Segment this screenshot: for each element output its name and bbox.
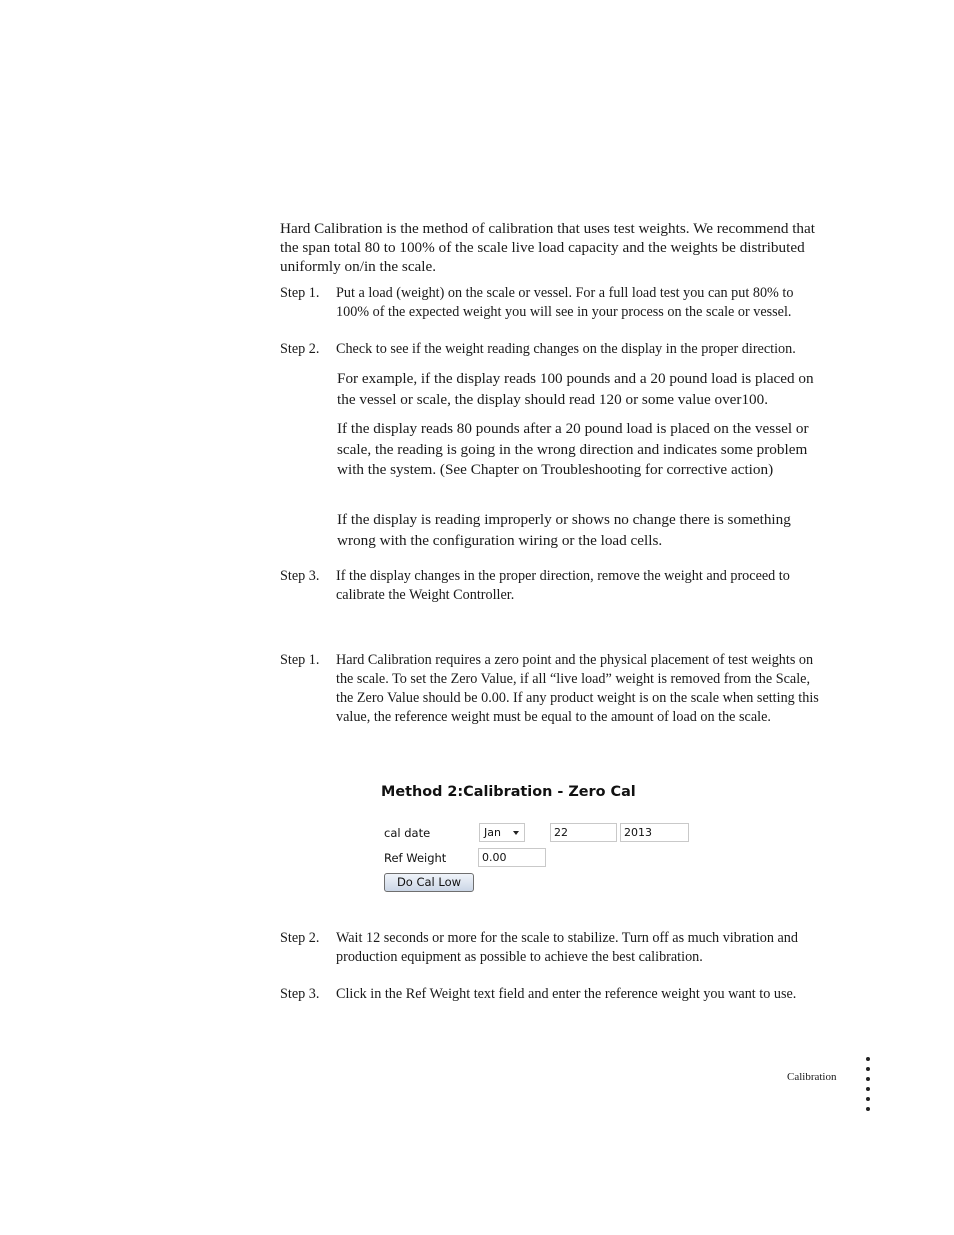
month-value: Jan	[484, 826, 501, 839]
section2-step-1	[280, 651, 825, 727]
do-cal-low-button[interactable]: Do Cal Low	[384, 873, 474, 892]
step-label: Step 3.	[280, 568, 320, 584]
step-text: Put a load (weight) on the scale or vessel. For a full load test you can put 80% to 100% of the expected weight you will see in your process on the scale or vessel.	[336, 285, 794, 320]
month-select[interactable]	[479, 823, 525, 842]
step-text: Hard Calibration requires a zero point and the physical placement of test weights on the scale. To set the Zero Value, if all “live load” weight is removed from the Scale, the Zero Value should be 0.00. If any product weight is on the scale when setting this value, the reference weight must be equal to the amount of load on the scale.	[336, 652, 819, 725]
note-example: For example, if the display reads 100 pounds and a 20 pound load is placed on the vessel or scale, the display should read 120 or some value over100.	[337, 370, 814, 408]
intro-paragraph: Hard Calibration is the method of calibration that uses test weights. We recommend that the span total 80 to 100% of the scale live load capacity and the weights be distributed uniformly on/in the scale.	[280, 220, 815, 276]
cal-date-label: cal date	[384, 826, 431, 840]
section1-step-3	[280, 567, 825, 605]
step-text: Wait 12 seconds or more for the scale to stabilize. Turn off as much vibration and production equipment as possible to achieve the best calibration.	[336, 930, 798, 965]
vertical-dots-icon	[864, 1057, 872, 1113]
day-field[interactable]: 22	[550, 823, 617, 842]
step-text: Check to see if the weight reading changes on the display in the proper direction.	[336, 341, 796, 357]
ref-weight-label: Ref Weight	[384, 851, 447, 865]
year-field[interactable]: 2013	[620, 823, 689, 842]
section2-step-2	[280, 929, 825, 967]
note-no-change: If the display is reading improperly or shows no change there is something wrong with the configuration wiring or the load cells.	[337, 511, 791, 549]
step-label: Step 1.	[280, 652, 320, 668]
chevron-down-icon	[513, 831, 519, 835]
section2-step-3	[280, 985, 825, 1004]
section1-step-1	[280, 284, 825, 322]
ref-weight-field[interactable]: 0.00	[478, 848, 546, 867]
step-label: Step 2.	[280, 341, 320, 357]
section1-step-2	[280, 340, 825, 359]
step-label: Step 3.	[280, 986, 320, 1002]
note-wrong-direction: If the display reads 80 pounds after a 20 pound load is placed on the vessel or scale, the reading is going in the wrong direction and indicates some problem with the system. (See Chapter on Troubleshooting for corrective action)	[337, 420, 809, 479]
footer-section-name: Calibration	[787, 1071, 837, 1083]
zero-cal-title: Method 2:Calibration - Zero Cal	[381, 784, 636, 800]
step-text: If the display changes in the proper direction, remove the weight and proceed to calibrate the Weight Controller.	[336, 568, 790, 603]
step-label: Step 2.	[280, 930, 320, 946]
step-text: Click in the Ref Weight text field and enter the reference weight you want to use.	[336, 986, 797, 1002]
step-label: Step 1.	[280, 285, 320, 301]
